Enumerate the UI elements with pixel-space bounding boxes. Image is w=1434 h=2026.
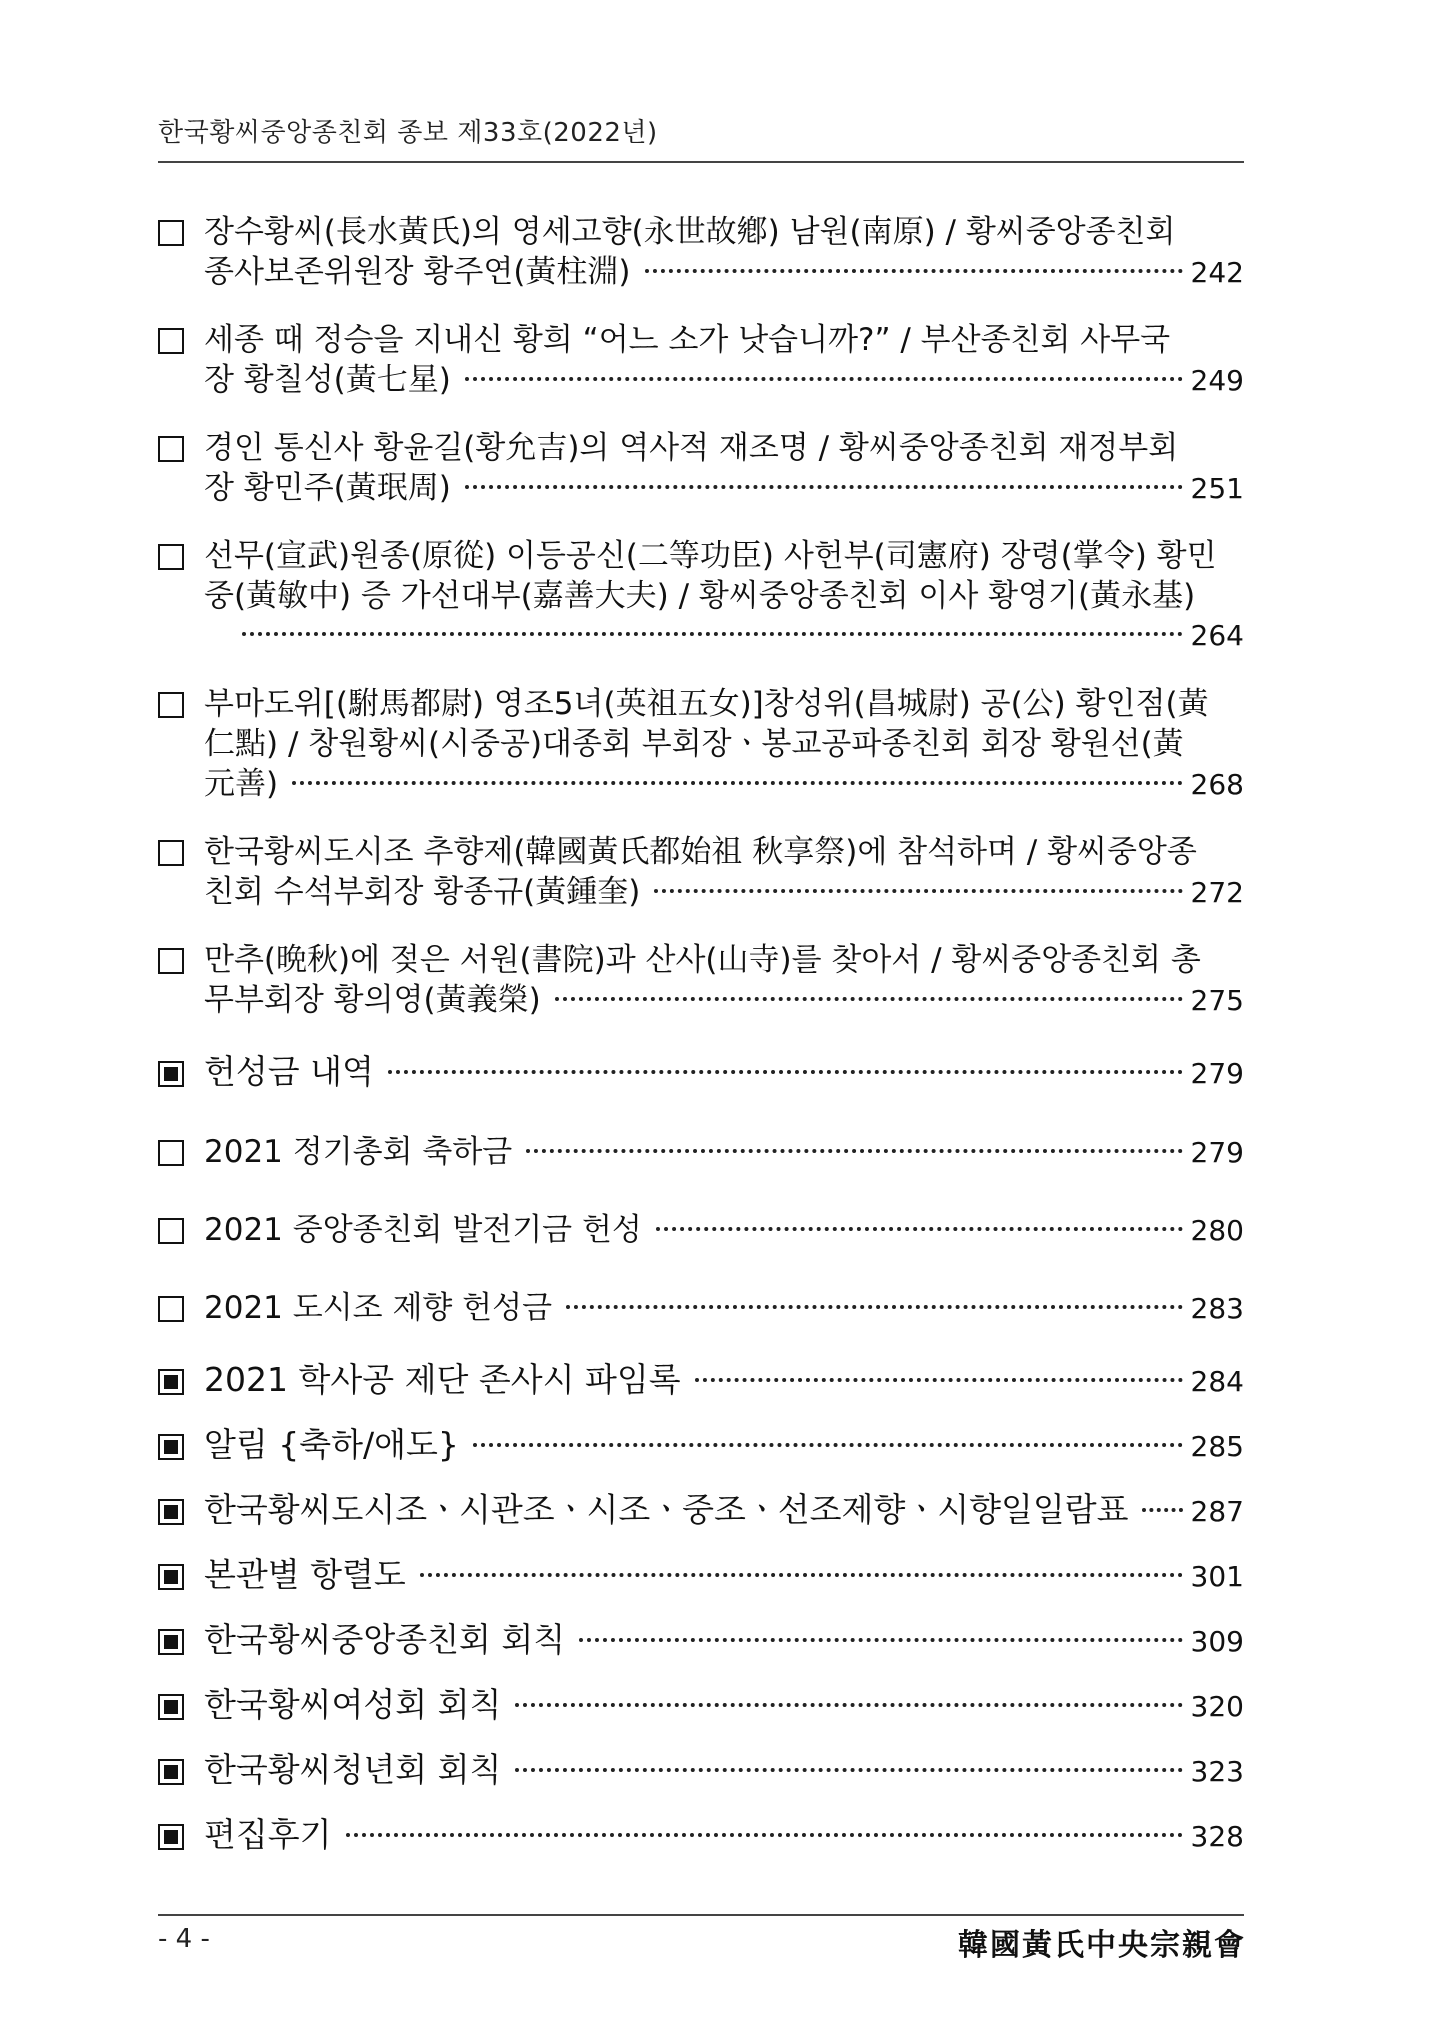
toc-entry-text: 장 황민주(黃珉周) bbox=[204, 470, 451, 506]
page-number: - 4 - bbox=[158, 1924, 210, 1954]
unchecked-box-icon bbox=[158, 1140, 184, 1166]
toc-page-number: 272 bbox=[1190, 876, 1244, 909]
dot-leader bbox=[566, 1305, 1183, 1309]
dot-leader bbox=[515, 1768, 1182, 1772]
toc-page-number: 279 bbox=[1190, 1057, 1244, 1090]
unchecked-box-icon bbox=[158, 1218, 184, 1244]
unchecked-box-icon bbox=[158, 544, 184, 570]
toc-section-text: 알림 {축하/애도} bbox=[204, 1425, 459, 1464]
toc-section-text: 한국황씨중앙종친회 회칙 bbox=[204, 1620, 566, 1659]
unchecked-box-icon bbox=[158, 436, 184, 462]
toc-section-text: 2021 학사공 제단 존사시 파임록 bbox=[204, 1360, 681, 1399]
unchecked-box-icon bbox=[158, 840, 184, 866]
filled-box-icon bbox=[158, 1499, 184, 1525]
toc-entry-text: 2021 정기총회 축하금 bbox=[204, 1134, 513, 1170]
filled-box-icon bbox=[158, 1061, 184, 1087]
dot-leader bbox=[473, 1443, 1183, 1447]
toc-entry-text: 선무(宣武)원종(原從) 이등공신(二等功臣) 사헌부(司憲府) 장령(掌令) 황민 bbox=[204, 538, 1217, 574]
header-rule bbox=[158, 161, 1244, 163]
toc-section-text: 한국황씨도시조ㆍ시관조ㆍ시조ㆍ중조ㆍ선조제향ㆍ시향일일람표 bbox=[204, 1490, 1129, 1529]
unchecked-box-icon bbox=[158, 948, 184, 974]
filled-box-icon bbox=[158, 1759, 184, 1785]
toc-entry-text: 경인 통신사 황윤길(황允吉)의 역사적 재조명 / 황씨중앙종친회 재정부회 bbox=[204, 430, 1179, 466]
toc-page-number: 280 bbox=[1190, 1214, 1244, 1247]
dot-leader bbox=[515, 1703, 1182, 1707]
toc-page-number: 323 bbox=[1190, 1755, 1244, 1788]
toc-page-number: 264 bbox=[1190, 619, 1244, 652]
toc-page-number: 287 bbox=[1190, 1495, 1244, 1528]
toc-entry-text: 세종 때 정승을 지내신 황희 “어느 소가 낫습니까?” / 부산종친회 사무국 bbox=[204, 322, 1171, 358]
toc-entry-text: 2021 도시조 제향 헌성금 bbox=[204, 1290, 553, 1326]
toc-entry-text: 元善) bbox=[204, 766, 279, 802]
toc-page-number: 249 bbox=[1190, 364, 1244, 397]
dot-leader bbox=[465, 377, 1183, 381]
toc-page-number: 320 bbox=[1190, 1690, 1244, 1723]
filled-box-icon bbox=[158, 1629, 184, 1655]
dot-leader bbox=[656, 1227, 1183, 1231]
dot-leader bbox=[654, 889, 1182, 893]
toc-section-text: 한국황씨청년회 회칙 bbox=[204, 1750, 502, 1789]
filled-box-icon bbox=[158, 1694, 184, 1720]
toc-section-text: 한국황씨여성회 회칙 bbox=[204, 1685, 502, 1724]
filled-box-icon bbox=[158, 1434, 184, 1460]
filled-box-icon bbox=[158, 1824, 184, 1850]
dot-leader bbox=[1142, 1508, 1182, 1512]
unchecked-box-icon bbox=[158, 220, 184, 246]
toc-page-number: 251 bbox=[1190, 472, 1244, 505]
toc-entry-text: 2021 중앙종친회 발전기금 헌성 bbox=[204, 1212, 642, 1248]
unchecked-box-icon bbox=[158, 692, 184, 718]
dot-leader bbox=[695, 1378, 1183, 1382]
toc-entry-text: 장 황칠성(黃七星) bbox=[204, 362, 451, 398]
dot-leader bbox=[292, 781, 1182, 785]
dot-leader bbox=[388, 1070, 1183, 1074]
dot-leader bbox=[420, 1573, 1183, 1577]
toc-entry-text: 종사보존위원장 황주연(黃柱淵) bbox=[204, 254, 631, 290]
dot-leader bbox=[579, 1638, 1182, 1642]
toc-page-number: 284 bbox=[1190, 1365, 1244, 1398]
filled-box-icon bbox=[158, 1564, 184, 1590]
dot-leader bbox=[526, 1149, 1182, 1153]
dot-leader bbox=[555, 997, 1183, 1001]
toc-entry-text: 무부회장 황의영(黃義榮) bbox=[204, 982, 541, 1018]
toc-page-number: 242 bbox=[1190, 256, 1244, 289]
footer-rule bbox=[158, 1914, 1244, 1916]
unchecked-box-icon bbox=[158, 328, 184, 354]
toc-entry-text: 만추(晩秋)에 젖은 서원(書院)과 산사(山寺)를 찾아서 / 황씨중앙종친회 총 bbox=[204, 942, 1201, 978]
toc-entry-text: 장수황씨(長水黃氏)의 영세고향(永世故鄕) 남원(南原) / 황씨중앙종친회 bbox=[204, 214, 1176, 250]
toc-page-number: 268 bbox=[1190, 768, 1244, 801]
toc-page-number: 275 bbox=[1190, 984, 1244, 1017]
dot-leader bbox=[645, 269, 1183, 273]
dot-leader bbox=[242, 632, 1183, 636]
toc-entry-text: 한국황씨도시조 추향제(韓國黃氏都始祖 秋享祭)에 참석하며 / 황씨중앙종 bbox=[204, 834, 1197, 870]
toc-entry-text: 仁點) / 창원황씨(시중공)대종회 부회장ㆍ봉교공파종친회 회장 황원선(黃 bbox=[204, 726, 1184, 762]
filled-box-icon bbox=[158, 1369, 184, 1395]
toc-section-text: 편집후기 bbox=[204, 1815, 332, 1854]
toc-entry-text: 중(黃敏中) 증 가선대부(嘉善大夫) / 황씨중앙종친회 이사 황영기(黃永基) bbox=[204, 578, 1196, 614]
toc-section-text: 본관별 항렬도 bbox=[204, 1555, 406, 1594]
toc-entry-text: 부마도위[(駙馬都尉) 영조5녀(英祖五女)]창성위(昌城尉) 공(公) 황인점(黃 bbox=[204, 686, 1209, 722]
unchecked-box-icon bbox=[158, 1296, 184, 1322]
toc-entry-text: 친회 수석부회장 황종규(黃鍾奎) bbox=[204, 874, 641, 910]
dot-leader bbox=[465, 485, 1183, 489]
toc-section-text: 헌성금 내역 bbox=[204, 1052, 374, 1091]
dot-leader bbox=[346, 1833, 1183, 1837]
running-header: 한국황씨중앙종친회 종보 제33호(2022년) bbox=[158, 118, 658, 148]
toc-page-number: 283 bbox=[1190, 1292, 1244, 1325]
toc-page-number: 279 bbox=[1190, 1136, 1244, 1169]
toc-page-number: 328 bbox=[1190, 1820, 1244, 1853]
toc-page-number: 285 bbox=[1190, 1430, 1244, 1463]
toc-page-number: 301 bbox=[1190, 1560, 1244, 1593]
publisher-name: 韓國黃氏中央宗親會 bbox=[958, 1928, 1246, 1963]
toc-page-number: 309 bbox=[1190, 1625, 1244, 1658]
